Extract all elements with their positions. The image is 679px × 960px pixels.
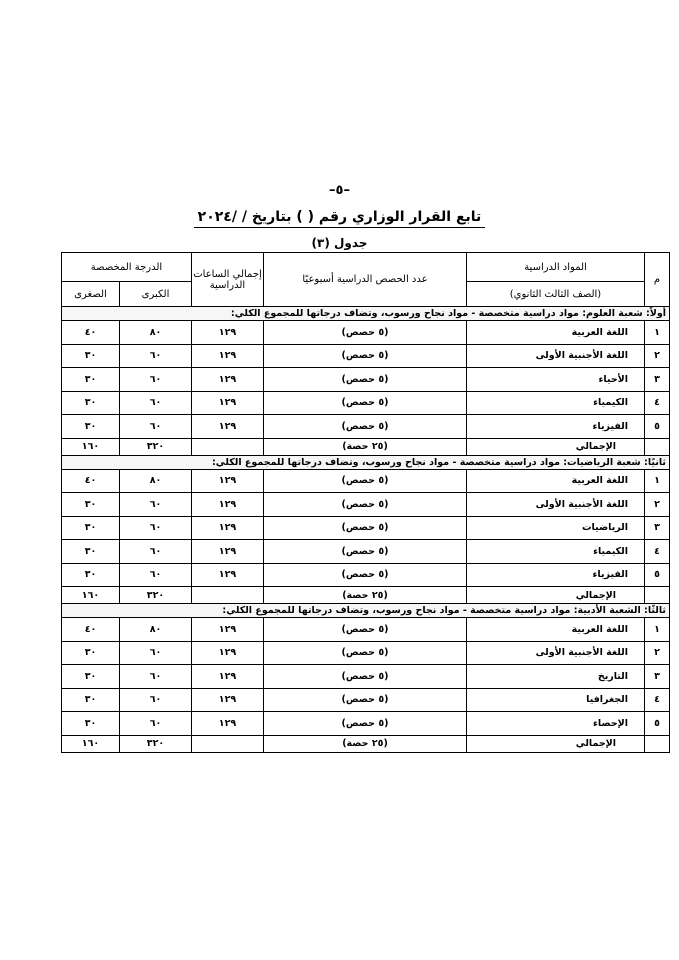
total-max: ٣٢٠ [120,735,192,752]
section-heading-row [62,604,670,618]
weekly-periods: (٥ حصص) [264,540,467,564]
header-subjects: المواد الدراسية [467,253,645,282]
subject-name: اللغة العربية [467,618,645,642]
min-score: ٣٠ [62,641,120,665]
row-number: ٤ [645,688,670,712]
table-row [62,618,670,642]
subject-name: اللغة العربية [467,321,645,345]
total-hours: ١٢٩ [192,563,264,587]
weekly-periods: (٥ حصص) [264,344,467,368]
weekly-periods: (٥ حصص) [264,368,467,392]
section-heading: ثالثًا: الشعبة الأدبية: مواد دراسية متخصصة - مواد نجاح ورسوب، وتضاف درجاتها للمجموع الكلي: [62,604,670,618]
total-weekly: (٢٥ حصة) [264,735,467,752]
table-row [62,563,670,587]
section-heading-row [62,307,670,321]
total-weekly: (٢٥ حصة) [264,438,467,455]
min-score: ٤٠ [62,321,120,345]
total-min: ١٦٠ [62,438,120,455]
max-score: ٨٠ [120,618,192,642]
max-score: ٦٠ [120,540,192,564]
total-hours: ١٢٩ [192,368,264,392]
row-number: ٣ [645,368,670,392]
total-hours: ١٢٩ [192,391,264,415]
header-total-hours: إجمالي الساعات الدراسية [192,253,264,307]
min-score: ٣٠ [62,540,120,564]
min-score: ٣٠ [62,563,120,587]
max-score: ٦٠ [120,563,192,587]
row-number: ١ [645,618,670,642]
total-hours: ١٢٩ [192,415,264,439]
weekly-periods: (٥ حصص) [264,641,467,665]
min-score: ٣٠ [62,516,120,540]
max-score: ٦٠ [120,344,192,368]
section-heading: ثانيًا: شعبة الرياضيات: مواد دراسية متخصصة - مواد نجاح ورسوب، وتضاف درجاتها للمجموع الكلي: [62,455,670,469]
min-score: ٤٠ [62,469,120,493]
weekly-periods: (٥ حصص) [264,469,467,493]
total-max: ٣٢٠ [120,587,192,604]
subject-name: الكيمياء [467,391,645,415]
header-m: م [645,253,670,307]
subject-name: الكيمياء [467,540,645,564]
table-row [62,391,670,415]
total-min: ١٦٠ [62,735,120,752]
table-row [62,665,670,689]
min-score: ٣٠ [62,344,120,368]
min-score: ٣٠ [62,493,120,517]
total-hours: ١٢٩ [192,641,264,665]
section-heading: أولاً: شعبة العلوم: مواد دراسية متخصصة - مواد نجاح ورسوب، وتضاف درجاتها للمجموع الكلي: [62,307,670,321]
subjects-table [61,252,670,753]
total-hours-blank [192,587,264,604]
row-number: ٥ [645,563,670,587]
total-hours: ١٢٩ [192,665,264,689]
row-number: ٣ [645,516,670,540]
header-max: الكبرى [120,282,192,307]
header-subjects-grade: (الصف الثالث الثانوي) [467,282,645,307]
max-score: ٨٠ [120,469,192,493]
min-score: ٤٠ [62,618,120,642]
row-number: ٥ [645,415,670,439]
table-row [62,469,670,493]
weekly-periods: (٥ حصص) [264,618,467,642]
table-row [62,321,670,345]
table-row [62,415,670,439]
total-hours: ١٢٩ [192,516,264,540]
header-min: الصغرى [62,282,120,307]
total-row [62,438,670,455]
total-hours-blank [192,735,264,752]
subject-name: الجغرافيا [467,688,645,712]
total-hours: ١٢٩ [192,321,264,345]
total-hours: ١٢٩ [192,712,264,736]
subject-name: اللغة الأجنبية الأولى [467,493,645,517]
weekly-periods: (٥ حصص) [264,391,467,415]
subject-name: الرياضيات [467,516,645,540]
weekly-periods: (٥ حصص) [264,493,467,517]
total-label: الإجمالي [467,735,645,752]
max-score: ٦٠ [120,493,192,517]
max-score: ٦٠ [120,415,192,439]
table-row [62,688,670,712]
total-blank [645,587,670,604]
total-hours: ١٢٩ [192,493,264,517]
table-title: جدول (٣) [311,236,368,250]
min-score: ٣٠ [62,391,120,415]
header-score: الدرجة المخصصة [62,253,192,282]
total-hours-blank [192,438,264,455]
subject-name: الفيزياء [467,563,645,587]
weekly-periods: (٥ حصص) [264,563,467,587]
subject-name: الفيزياء [467,415,645,439]
total-min: ١٦٠ [62,587,120,604]
total-hours: ١٢٩ [192,618,264,642]
subject-name: اللغة الأجنبية الأولى [467,344,645,368]
weekly-periods: (٥ حصص) [264,516,467,540]
subject-name: الإحصاء [467,712,645,736]
min-score: ٣٠ [62,688,120,712]
max-score: ٦٠ [120,665,192,689]
total-hours: ١٢٩ [192,540,264,564]
min-score: ٣٠ [62,368,120,392]
max-score: ٨٠ [120,321,192,345]
weekly-periods: (٥ حصص) [264,688,467,712]
table-row [62,712,670,736]
row-number: ٢ [645,344,670,368]
total-label: الإجمالي [467,587,645,604]
subject-name: الأحياء [467,368,645,392]
max-score: ٦٠ [120,712,192,736]
total-blank [645,735,670,752]
total-max: ٣٢٠ [120,438,192,455]
total-row [62,735,670,752]
subject-name: التاريخ [467,665,645,689]
max-score: ٦٠ [120,688,192,712]
page-title [0,209,679,225]
table-row [62,344,670,368]
total-weekly: (٢٥ حصة) [264,587,467,604]
table-body [62,307,670,753]
subject-name: اللغة الأجنبية الأولى [467,641,645,665]
min-score: ٣٠ [62,665,120,689]
weekly-periods: (٥ حصص) [264,665,467,689]
table-row [62,641,670,665]
max-score: ٦٠ [120,368,192,392]
total-row [62,587,670,604]
table-row [62,493,670,517]
row-number: ٥ [645,712,670,736]
page-number: –٥– [329,183,350,198]
weekly-periods: (٥ حصص) [264,712,467,736]
table-row [62,540,670,564]
weekly-periods: (٥ حصص) [264,415,467,439]
section-heading-row [62,455,670,469]
table-row [62,516,670,540]
max-score: ٦٠ [120,516,192,540]
total-label: الإجمالي [467,438,645,455]
table-row [62,368,670,392]
min-score: ٣٠ [62,712,120,736]
max-score: ٦٠ [120,641,192,665]
row-number: ٣ [645,665,670,689]
weekly-periods: (٥ حصص) [264,321,467,345]
row-number: ١ [645,469,670,493]
row-number: ٤ [645,540,670,564]
total-hours: ١٢٩ [192,688,264,712]
total-hours: ١٢٩ [192,469,264,493]
max-score: ٦٠ [120,391,192,415]
subject-name: اللغة العربية [467,469,645,493]
row-number: ١ [645,321,670,345]
total-hours: ١٢٩ [192,344,264,368]
page-title-text: تابع القرار الوزاري رقم ( ) بتاريخ / /٢٠٢٤ [194,209,486,228]
row-number: ٤ [645,391,670,415]
row-number: ٢ [645,641,670,665]
row-number: ٢ [645,493,670,517]
total-blank [645,438,670,455]
min-score: ٣٠ [62,415,120,439]
header-weekly: عدد الحصص الدراسية أسبوعيًا [264,253,467,307]
